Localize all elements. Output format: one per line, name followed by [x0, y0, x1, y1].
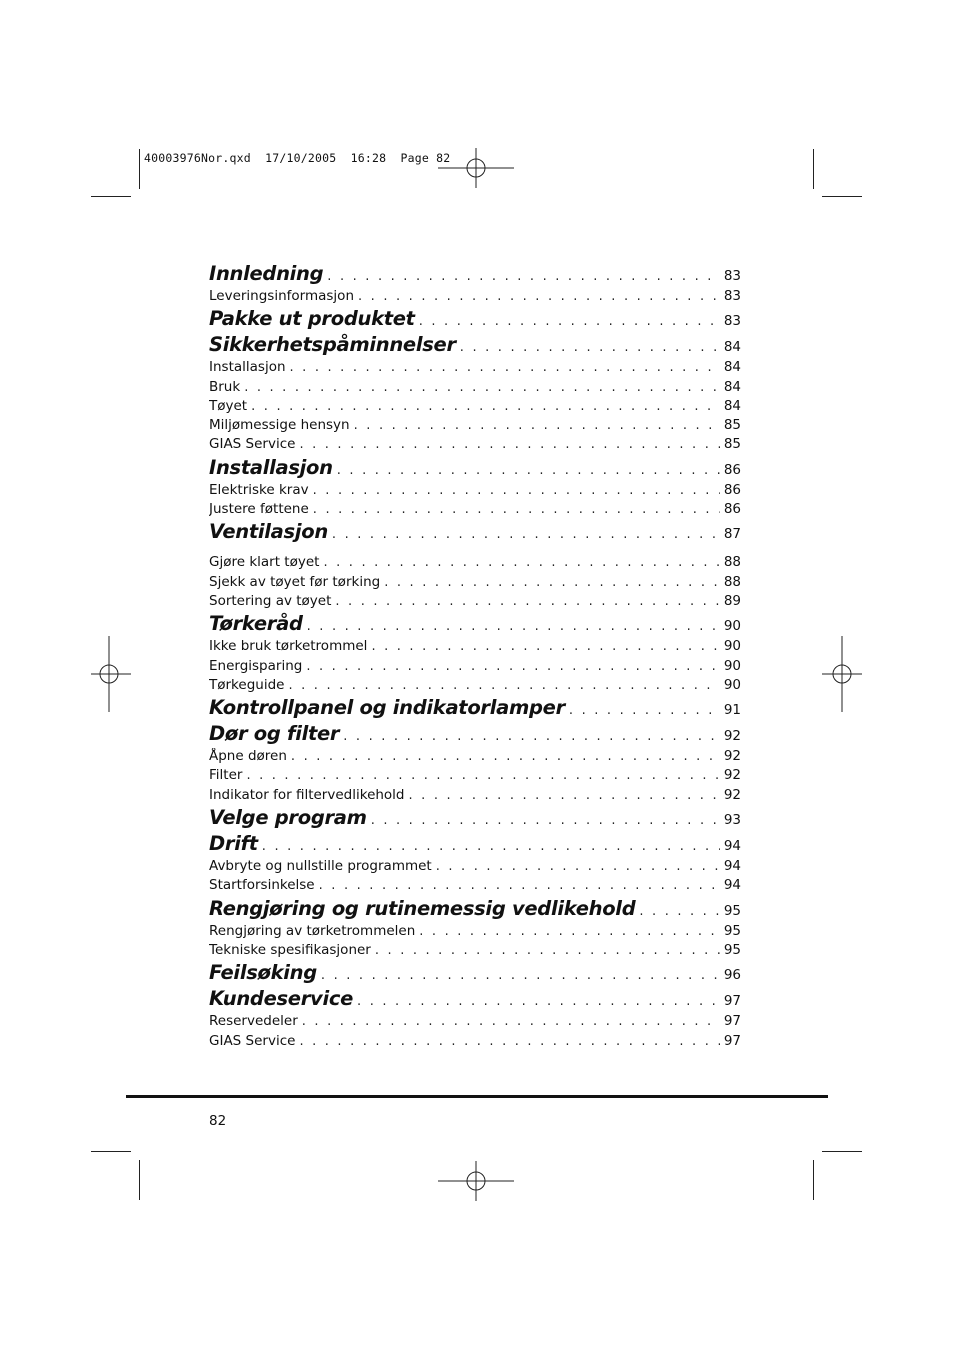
- toc-title: Kontrollpanel og indikatorlamper: [209, 696, 565, 720]
- toc-page-number: 85: [723, 436, 741, 453]
- dot-leader: [432, 859, 720, 874]
- toc-heading[interactable]: [209, 897, 741, 923]
- toc-subentry[interactable]: [209, 417, 741, 436]
- dot-leader: [309, 483, 720, 498]
- toc-page-number: 97: [723, 1013, 741, 1030]
- toc-subentry[interactable]: [209, 1013, 741, 1032]
- dot-leader: [565, 703, 720, 718]
- toc-page-number: 84: [723, 378, 741, 395]
- toc-subentry[interactable]: [209, 767, 741, 786]
- toc-title: Tøyet: [209, 397, 248, 414]
- toc-title: Rengjøring av tørketrommelen: [209, 922, 416, 939]
- toc-heading[interactable]: [209, 307, 741, 333]
- toc-page-number: 95: [723, 941, 741, 958]
- toc-subentry[interactable]: [209, 379, 741, 398]
- toc-subentry[interactable]: [209, 398, 741, 417]
- dot-leader: [242, 768, 719, 783]
- toc-title: Åpne døren: [209, 748, 287, 765]
- toc-heading[interactable]: [209, 333, 741, 359]
- dot-leader: [247, 399, 720, 414]
- dot-leader: [295, 1034, 719, 1049]
- toc-subentry[interactable]: [209, 677, 741, 696]
- toc-subentry[interactable]: [209, 658, 741, 677]
- toc-subentry[interactable]: [209, 942, 741, 961]
- dot-leader: [331, 594, 719, 609]
- toc-title: Energisparing: [209, 657, 303, 674]
- toc-title: GIAS Service: [209, 436, 296, 453]
- toc-title: Leveringsinformasjon: [209, 288, 354, 304]
- dot-leader: [333, 463, 720, 478]
- toc-heading[interactable]: [209, 987, 741, 1013]
- dot-leader: [353, 994, 720, 1009]
- toc-title: Tekniske spesifikasjoner: [209, 941, 371, 958]
- dot-leader: [317, 968, 720, 983]
- dot-leader: [380, 575, 720, 590]
- toc-page-number: 88: [723, 554, 741, 571]
- toc-title: Drift: [209, 832, 258, 856]
- toc-subentry[interactable]: [209, 877, 741, 896]
- dot-leader: [303, 619, 720, 634]
- toc-subentry[interactable]: [209, 787, 741, 806]
- toc-page-number: 92: [723, 767, 741, 784]
- toc-page-number: 92: [723, 786, 741, 803]
- dot-leader: [287, 749, 720, 764]
- toc-subentry[interactable]: [209, 359, 741, 378]
- crop-mark: [822, 196, 862, 197]
- toc-title: Ikke bruk tørketrommel: [209, 638, 368, 655]
- toc-page-number: 90: [723, 657, 741, 674]
- dot-leader: [240, 380, 720, 395]
- toc-subentry[interactable]: [209, 482, 741, 501]
- toc-title: Installasjon: [209, 455, 333, 479]
- dot-leader: [415, 314, 720, 329]
- dot-leader: [298, 1014, 720, 1029]
- dot-leader: [284, 678, 719, 693]
- toc-heading[interactable]: [209, 520, 741, 546]
- toc-page-number: 84: [723, 339, 741, 356]
- toc-title: Justere føttene: [209, 501, 309, 518]
- toc-page-number: 84: [723, 359, 741, 376]
- toc-page-number: 97: [723, 993, 741, 1010]
- toc-page-number: 83: [723, 313, 741, 330]
- dot-leader: [456, 340, 720, 355]
- crop-mark: [91, 1151, 131, 1152]
- toc-page-number: 94: [723, 877, 741, 894]
- toc-page-number: 95: [723, 922, 741, 939]
- crop-mark: [813, 149, 814, 189]
- toc-page-number: 83: [723, 288, 741, 304]
- toc-title: Sikkerhetspåminnelser: [209, 333, 456, 357]
- toc-page-number: 94: [723, 858, 741, 875]
- toc-subentry[interactable]: [209, 593, 741, 612]
- dot-leader: [309, 502, 720, 517]
- toc-page-number: 87: [723, 526, 741, 543]
- toc-title: Indikator for filtervedlikehold: [209, 786, 405, 803]
- toc-subentry[interactable]: [209, 923, 741, 942]
- toc-heading[interactable]: [209, 961, 741, 987]
- toc-heading[interactable]: [209, 722, 741, 748]
- toc-heading[interactable]: [209, 456, 741, 482]
- dot-leader: [302, 659, 719, 674]
- crop-mark: [139, 1160, 140, 1200]
- toc-heading[interactable]: [209, 262, 741, 288]
- toc-page-number: 90: [723, 618, 741, 635]
- toc-subentry[interactable]: [209, 554, 741, 573]
- toc-page-number: 97: [723, 1032, 741, 1049]
- toc-subentry[interactable]: [209, 436, 741, 455]
- dot-leader: [319, 555, 719, 570]
- toc-page-number: 85: [723, 417, 741, 434]
- dot-leader: [354, 289, 720, 304]
- dot-leader: [323, 269, 720, 284]
- toc-page-number: 83: [723, 268, 741, 284]
- crop-mark: [813, 1160, 814, 1200]
- dot-leader: [371, 943, 720, 958]
- toc-title: Ventilasjon: [209, 520, 328, 544]
- toc-title: Gjøre klart tøyet: [209, 554, 320, 571]
- toc-page-number: 86: [723, 501, 741, 518]
- toc-title: Velge program: [209, 806, 367, 830]
- dot-leader: [367, 639, 719, 654]
- crop-mark: [822, 1151, 862, 1152]
- file-slug: 40003976Nor.qxd 17/10/2005 16:28 Page 82: [144, 151, 451, 165]
- toc-title: Bruk: [209, 378, 241, 395]
- toc-title: Rengjøring og rutinemessig vedlikehold: [209, 896, 636, 920]
- toc-page-number: 86: [723, 481, 741, 498]
- toc-subentry[interactable]: [209, 638, 741, 657]
- toc-title: Startforsinkelse: [209, 877, 315, 894]
- toc-subentry[interactable]: [209, 858, 741, 877]
- toc-page-number: 90: [723, 676, 741, 693]
- toc-page-number: 90: [723, 638, 741, 655]
- toc-page-number: 91: [723, 702, 741, 719]
- toc-title: Tørkeguide: [209, 676, 285, 693]
- dot-leader: [295, 437, 719, 452]
- toc-title: Avbryte og nullstille programmet: [209, 858, 432, 875]
- toc-title: Sortering av tøyet: [209, 592, 332, 609]
- toc-title: Installasjon: [209, 359, 286, 376]
- registration-mark-icon: [438, 1143, 514, 1219]
- toc-title: Innledning: [209, 262, 324, 285]
- toc-page-number: 94: [723, 838, 741, 855]
- toc-heading[interactable]: [209, 612, 741, 638]
- toc-heading[interactable]: [209, 696, 741, 722]
- toc-page-number: 89: [723, 592, 741, 609]
- crop-mark: [139, 149, 140, 189]
- footer-rule: [126, 1095, 828, 1098]
- toc-page-number: 93: [723, 812, 741, 829]
- toc-page-number: 84: [723, 397, 741, 414]
- toc-title: Feilsøking: [209, 961, 317, 985]
- table-of-contents: [209, 262, 741, 1052]
- page-number: 82: [209, 1113, 227, 1129]
- crop-mark: [91, 196, 131, 197]
- toc-page-number: 92: [723, 728, 741, 745]
- dot-leader: [258, 839, 720, 854]
- toc-heading[interactable]: [209, 832, 741, 858]
- toc-subentry[interactable]: [209, 748, 741, 767]
- dot-leader: [315, 878, 720, 893]
- dot-leader: [339, 729, 720, 744]
- toc-title: Sjekk av tøyet før tørking: [209, 573, 381, 590]
- registration-mark-icon: [438, 130, 514, 206]
- toc-page-number: 88: [723, 573, 741, 590]
- toc-subentry[interactable]: [209, 574, 741, 593]
- registration-mark-icon: [804, 636, 880, 712]
- dot-leader: [328, 527, 720, 542]
- toc-title: Pakke ut produktet: [209, 307, 415, 331]
- toc-heading[interactable]: [209, 806, 741, 832]
- toc-title: Filter: [209, 767, 243, 784]
- toc-subentry[interactable]: [209, 1033, 741, 1052]
- toc-page-number: 95: [723, 902, 741, 919]
- dot-leader: [367, 813, 720, 828]
- toc-page-number: 92: [723, 748, 741, 765]
- toc-subentry[interactable]: [209, 288, 741, 307]
- dot-leader: [405, 788, 720, 803]
- toc-title: Kundeservice: [209, 987, 354, 1011]
- dot-leader: [350, 418, 720, 433]
- dot-leader: [635, 904, 719, 919]
- toc-title: Elektriske krav: [209, 481, 309, 498]
- toc-title: GIAS Service: [209, 1032, 296, 1049]
- toc-page-number: 96: [723, 967, 741, 984]
- registration-mark-icon: [71, 636, 147, 712]
- toc-title: Miljømessige hensyn: [209, 417, 350, 434]
- dot-leader: [415, 924, 720, 939]
- dot-leader: [286, 360, 720, 375]
- toc-page-number: 86: [723, 461, 741, 478]
- toc-title: Tørkeråd: [209, 612, 303, 636]
- toc-title: Dør og filter: [209, 722, 340, 746]
- toc-subentry[interactable]: [209, 501, 741, 520]
- toc-title: Reservedeler: [209, 1013, 298, 1030]
